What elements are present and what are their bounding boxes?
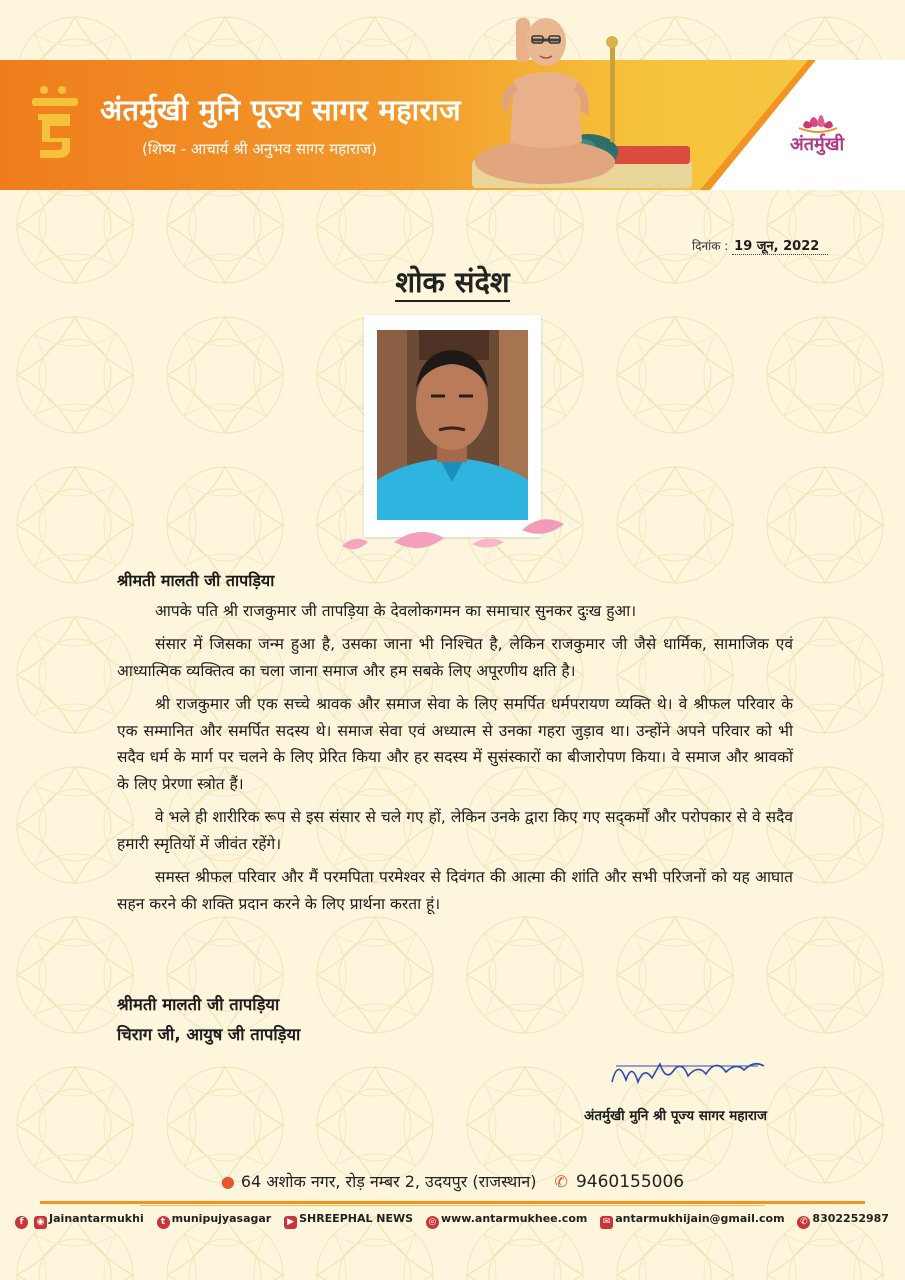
paragraph: संसार में जिसका जन्म हुआ है, उसका जाना भी निश्चित है, लेकिन राजकुमार जी जैसे धार्मिक, सामाजिक एवं आध्यात्मिक व्यक्तित्व का चला जाना समाज और हम सबके लिए अपूरणीय क्षति है।: [117, 635, 793, 680]
deceased-portrait-photo: [377, 330, 528, 520]
address-text: 64 अशोक नगर, रोड़ नम्बर 2, उदयपुर (राजस्थान): [240, 1172, 537, 1191]
whatsapp-icon: ✆: [797, 1216, 810, 1229]
handwritten-signature: [608, 1052, 768, 1092]
paragraph: आपके पति श्री राजकुमार जी तापड़िया के देवलोकगमन का समाचार सुनकर दुःख हुआ।: [155, 601, 637, 620]
header-title: अंतर्मुखी मुनि पूज्य सागर महाराज: [100, 93, 461, 127]
document-title-text: शोक संदेश: [395, 265, 509, 302]
recipient-name: श्रीमती मालती जी तापड़िया: [117, 571, 275, 590]
social-link-website[interactable]: ◎ www.antarmukhee.com: [422, 1212, 587, 1225]
date-value: 19 जून, 2022: [732, 236, 828, 255]
letter-body: [117, 568, 793, 924]
paragraph: श्री राजकुमार जी एक सच्चे श्रावक और समाज सेवा के लिए समर्पित धर्मपरायण व्यक्ति थे। वे श्रीफल परिवार के एक सम्मानित और समर्पित सदस्य थे। समाज सेवा एवं अध्यात्म से उनका गहरा जुड़ाव था। उन्होंने अपने परिवार को भी सदैव धर्म के मार्ग पर चलने के लिए प्रेरित किया और हर सदस्य में सुसंस्कारों का बीजारोपण किया। वे समाज और श्रावकों के लिए प्रेरणा स्त्रोत हैं।: [117, 695, 793, 793]
social-link-youtube[interactable]: ▶ SHREEPHAL NEWS: [280, 1212, 413, 1225]
phone-icon: ✆: [554, 1172, 568, 1191]
date-row: [692, 236, 828, 255]
footer-divider-thin: [140, 1205, 765, 1206]
phone-number: 9460155006: [575, 1172, 685, 1192]
brand-wordmark: अंतर्मुखी: [790, 134, 845, 155]
closing-block: [117, 990, 300, 1050]
social-link-twitter[interactable]: t munipujyasagar: [153, 1212, 272, 1225]
header-banner: [0, 60, 905, 190]
paragraph: समस्त श्रीफल परिवार और मैं परमपिता परमेश्वर से दिवंगत की आत्मा की शांति और सभी परिजनों को यह आघात सहन करने की शक्ति प्रदान करने के लिए प्रार्थना करता हूं।: [117, 868, 793, 913]
social-link-email[interactable]: ✉ antarmukhijain@gmail.com: [596, 1212, 784, 1225]
location-pin-icon: ●: [220, 1172, 235, 1191]
facebook-icon: f: [15, 1216, 28, 1229]
closing-line: श्रीमती मालती जी तापड़िया: [117, 995, 280, 1014]
photo-frame: [364, 315, 541, 537]
address-row: [0, 1170, 905, 1192]
mail-icon: ✉: [600, 1216, 613, 1229]
instagram-icon: ◉: [34, 1216, 47, 1229]
header-subtitle: (शिष्य - आचार्य श्री अनुभव सागर महाराज): [142, 140, 378, 158]
social-link-facebook[interactable]: f ◉ Jainantarmukhi: [11, 1212, 144, 1225]
monk-portrait-image: [470, 12, 700, 190]
twitter-icon: t: [157, 1216, 170, 1229]
signatory-name: अंतर्मुखी मुनि श्री पूज्य सागर महाराज: [584, 1108, 767, 1124]
paragraph: वे भले ही शारीरिक रूप से इस संसार से चले गए हों, लेकिन उनके द्वारा किए गए सद्कर्मों और परोपकार से वे सदैव हमारी स्मृतियों में जीवंत रहेंगे।: [117, 808, 793, 853]
globe-icon: ◎: [426, 1216, 439, 1229]
social-link-whatsapp[interactable]: ✆ 8302252987: [793, 1212, 889, 1225]
rose-petals-decoration: [332, 508, 572, 560]
om-symbol-icon: [28, 84, 82, 164]
youtube-icon: ▶: [284, 1216, 297, 1229]
social-links-row: [0, 1212, 905, 1229]
closing-line: चिराग जी, आयुष जी तापड़िया: [117, 1025, 301, 1044]
document-title: [0, 262, 905, 301]
footer-divider: [40, 1201, 865, 1204]
date-label: दिनांक :: [692, 239, 729, 253]
